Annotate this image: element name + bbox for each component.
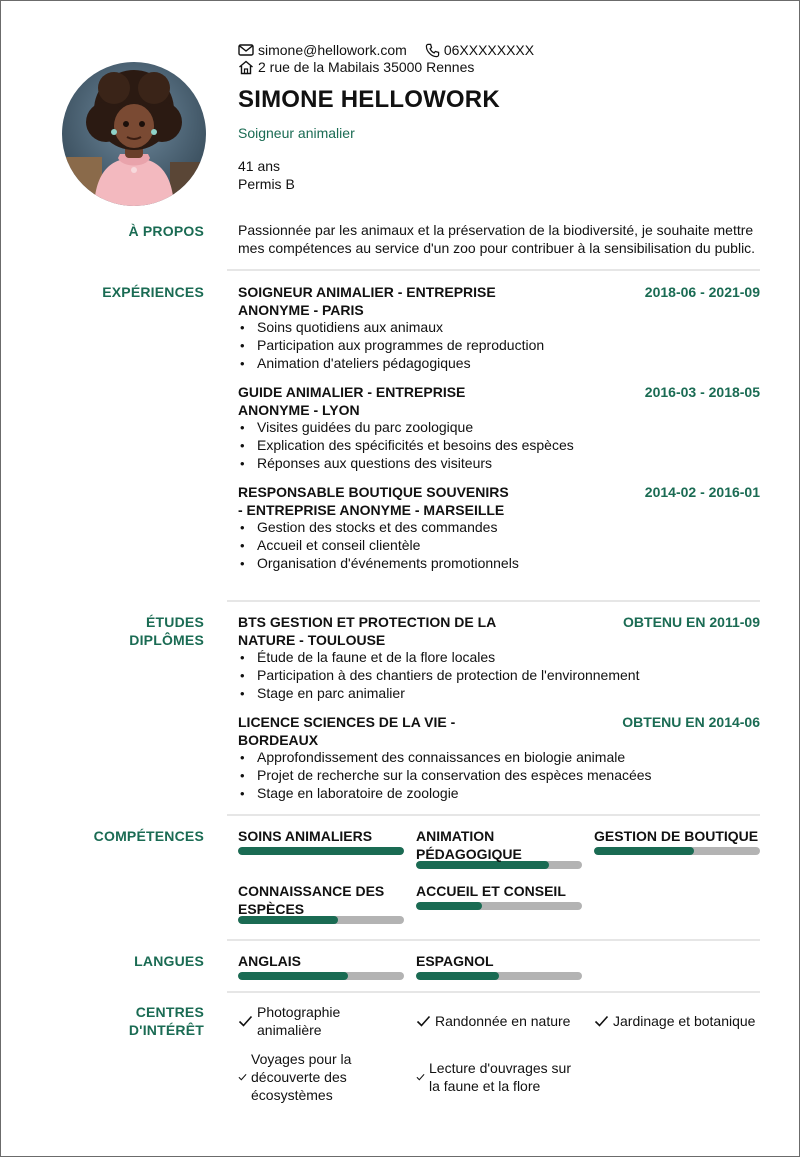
study-entry	[238, 613, 760, 702]
skill-item	[238, 882, 404, 924]
mail-icon	[238, 44, 254, 56]
language-bar	[238, 972, 404, 980]
section-label-line: DIPLÔMES	[129, 632, 204, 648]
experience-bullets	[238, 519, 760, 572]
skill-item	[416, 882, 582, 910]
language-bar-fill	[416, 972, 499, 980]
skill-item	[416, 827, 582, 869]
language-label: ESPAGNOL	[416, 953, 494, 969]
phone-icon	[425, 43, 440, 58]
language-item	[238, 952, 404, 980]
skill-bar-fill	[594, 847, 694, 855]
contact-line	[238, 41, 534, 59]
skill-bar-fill	[238, 847, 404, 855]
section-label-skills: COMPÉTENCES	[93, 828, 204, 844]
section-divider	[227, 269, 760, 271]
skill-label: ACCUEIL ET CONSEIL	[416, 883, 566, 899]
list-item: • Visites guidées du parc zoologique	[238, 419, 760, 437]
study-title: BTS GESTION ET PROTECTION DE LA NATURE - TOULOUSE	[238, 614, 496, 648]
personal-info	[238, 157, 295, 193]
list-item: • Gestion des stocks et des commandes	[238, 519, 760, 537]
skill-label: SOINS ANIMALIERS	[238, 828, 373, 844]
address: 2 rue de la Mabilais 35000 Rennes	[258, 59, 475, 75]
section-label-line: ÉTUDES	[146, 614, 204, 630]
language-item	[416, 952, 582, 980]
driving-license: Permis B	[238, 176, 295, 192]
skill-item	[238, 827, 404, 855]
study-entry	[238, 713, 760, 802]
experience-dates: 2016-03 - 2018-05	[644, 384, 760, 400]
candidate-name: SIMONE HELLOWORK	[238, 86, 500, 113]
interest-item	[238, 1003, 408, 1039]
language-label: ANGLAIS	[238, 953, 301, 969]
study-title: LICENCE SCIENCES DE LA VIE - BORDEAUX	[238, 714, 456, 748]
list-item: • Projet de recherche sur la conservation des espèces menacées	[238, 767, 760, 785]
list-item: • Stage en parc animalier	[238, 685, 760, 703]
home-icon	[238, 60, 254, 75]
skill-bar	[594, 847, 760, 855]
section-divider	[227, 991, 760, 993]
interest-item	[594, 1012, 755, 1030]
list-item: • Participation à des chantiers de protection de l'environnement	[238, 667, 760, 685]
language-bar-fill	[238, 972, 348, 980]
experience-dates: 2018-06 - 2021-09	[644, 284, 760, 300]
interest-label: Lecture d'ouvrages sur la faune et la flore	[429, 1060, 571, 1094]
experience-entry	[238, 483, 760, 572]
experience-title: RESPONSABLE BOUTIQUE SOUVENIRS - ENTREPRISE ANONYME - MARSEILLE	[238, 484, 509, 518]
language-bar	[416, 972, 582, 980]
profile-photo	[62, 62, 206, 206]
section-label-interests	[129, 1003, 204, 1039]
experience-entry	[238, 283, 760, 372]
list-item: • Soins quotidiens aux animaux	[238, 319, 760, 337]
list-item: • Accueil et conseil clientèle	[238, 537, 760, 555]
skill-bar	[238, 847, 404, 855]
avatar-illustration	[62, 62, 206, 206]
skill-item	[594, 827, 760, 855]
phone-number[interactable]: 06XXXXXXXX	[443, 42, 535, 58]
experience-title: SOIGNEUR ANIMALIER - ENTREPRISE ANONYME - PARIS	[238, 284, 496, 318]
email[interactable]: simone@hellowork.com	[258, 42, 407, 58]
study-date: OBTENU EN 2011-09	[623, 614, 760, 630]
skill-label: CONNAISSANCE DES ESPÈCES	[238, 883, 385, 917]
study-date: OBTENU EN 2014-06	[622, 714, 760, 730]
section-divider	[227, 600, 760, 602]
list-item: • Organisation d'événements promotionnels	[238, 555, 760, 573]
section-label-languages: LANGUES	[134, 953, 204, 969]
skill-label: GESTION DE BOUTIQUE	[594, 828, 759, 844]
section-divider	[227, 814, 760, 816]
job-title: Soigneur animalier	[238, 125, 355, 141]
check-icon	[416, 1015, 431, 1027]
list-item: • Participation aux programmes de reproduction	[238, 337, 760, 355]
interest-item	[416, 1012, 570, 1030]
skill-label: ANIMATION PÉDAGOGIQUE	[416, 828, 522, 862]
check-icon	[594, 1015, 609, 1027]
list-item: • Réponses aux questions des visiteurs	[238, 455, 760, 473]
section-label-line: D'INTÉRÊT	[128, 1022, 204, 1038]
skill-bar-fill	[416, 902, 482, 910]
list-item: • Étude de la faune et de la flore locales	[238, 649, 760, 667]
list-item: • Approfondissement des connaissances en biologie animale	[238, 749, 760, 767]
interest-label: Jardinage et botanique	[613, 1013, 756, 1029]
experience-entry	[238, 383, 760, 472]
experience-bullets	[238, 419, 760, 472]
section-label-experience: EXPÉRIENCES	[102, 284, 204, 300]
section-label-studies	[129, 613, 204, 649]
list-item: • Animation d'ateliers pédagogiques	[238, 355, 760, 373]
experience-dates: 2014-02 - 2016-01	[644, 484, 760, 500]
section-label-line: CENTRES	[135, 1004, 204, 1020]
age: 41 ans	[238, 158, 281, 174]
list-item: • Explication des spécificités et besoins des espèces	[238, 437, 760, 455]
experience-bullets	[238, 319, 760, 372]
interest-item	[238, 1050, 363, 1104]
section-divider	[227, 939, 760, 941]
about-text: Passionnée par les animaux et la préservation de la biodiversité, je souhaite mettre mes compétences au service d'un zoo pour contribuer à la sensibilisation du public.	[238, 222, 756, 256]
interest-label: Randonnée en nature	[435, 1013, 571, 1029]
skill-bar	[416, 902, 582, 910]
address-line	[238, 58, 474, 76]
check-icon	[238, 1015, 253, 1027]
interest-label: Voyages pour la découverte des écosystèmes	[251, 1051, 352, 1103]
study-bullets	[238, 649, 760, 702]
check-icon	[416, 1073, 425, 1081]
study-bullets	[238, 749, 760, 802]
experience-title: GUIDE ANIMALIER - ENTREPRISE ANONYME - LYON	[238, 384, 466, 418]
interest-label: Photographie animalière	[257, 1004, 341, 1038]
check-icon	[238, 1073, 247, 1081]
interest-item	[416, 1059, 579, 1095]
list-item: • Stage en laboratoire de zoologie	[238, 785, 760, 803]
section-label-about: À PROPOS	[128, 223, 204, 239]
